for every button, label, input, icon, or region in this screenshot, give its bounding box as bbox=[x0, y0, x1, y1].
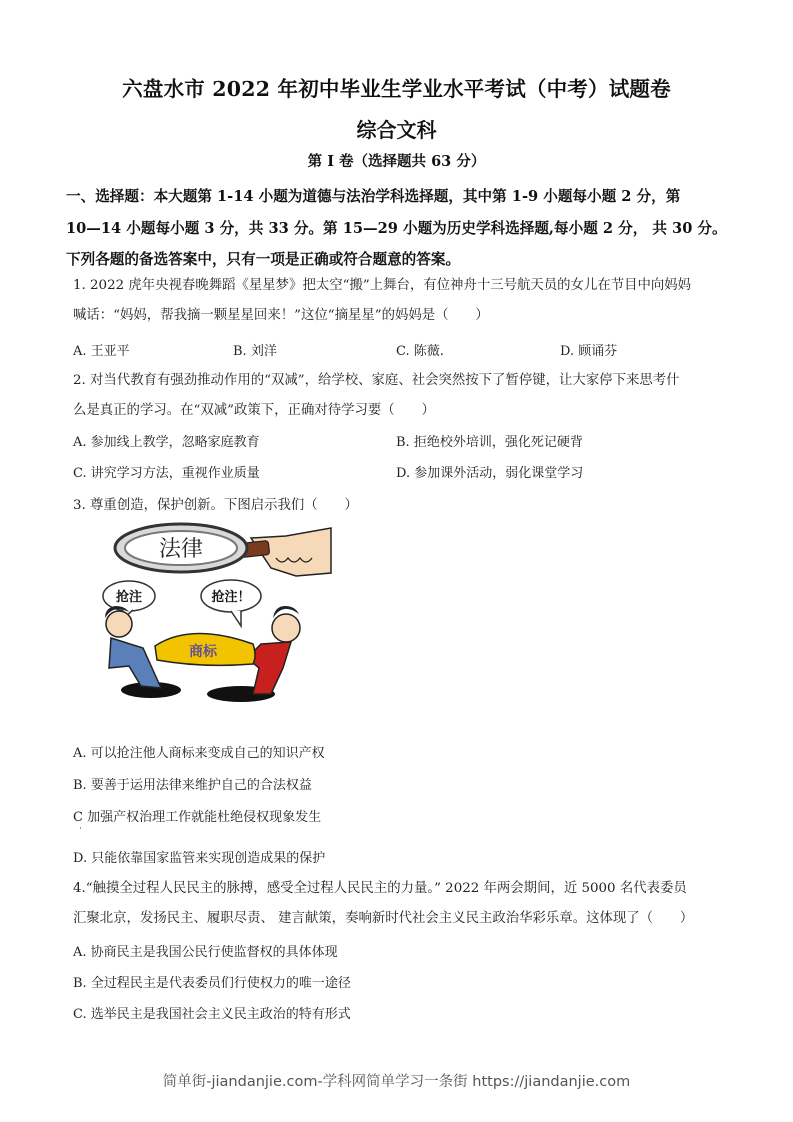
q4-option-a[interactable]: A. 协商民主是我国公民行使监督权的具体体现 bbox=[73, 945, 338, 960]
stem-line: 1. 2022 虎年央视春晚舞蹈《星星梦》把太空“搬”上舞台，有位神舟十三号航天员的女儿在节目中向妈妈 bbox=[73, 278, 692, 293]
instruction-line: 一、选择题：本大题第 1-14 小题为道德与法治学科选择题，其中第 1-9 小题每小题 2 分，第 bbox=[66, 188, 681, 205]
scan-speck bbox=[80, 827, 81, 829]
bag-label: 商标 bbox=[189, 644, 217, 660]
q1-option-a[interactable]: A. 王亚平 bbox=[73, 344, 130, 359]
volume-heading: 第 I 卷（选择题共 63 分） bbox=[307, 153, 486, 170]
stem-line: 3. 尊重创造，保护创新。下图启示我们（ ） bbox=[73, 498, 358, 513]
question-3-stem bbox=[73, 491, 753, 521]
q1-option-c[interactable]: C. 陈薇. bbox=[396, 344, 444, 359]
instruction-line: 下列各题的备选答案中，只有一项是正确或符合题意的答案。 bbox=[66, 251, 461, 268]
stem-line: 喊话：“妈妈，帮我摘一颗星星回来！”这位“摘星星”的妈妈是（ ） bbox=[73, 308, 489, 323]
stem-line: 2. 对当代教育有强劲推动作用的“双减”，给学校、家庭、社会突然按下了暂停键，让大家停下来思考什 bbox=[73, 373, 680, 388]
exam-title: 六盘水市 2022 年初中毕业生学业水平考试（中考）试题卷 bbox=[122, 77, 671, 101]
q1-option-d[interactable]: D. 顾诵芬 bbox=[560, 344, 618, 359]
q2-option-b[interactable]: B. 拒绝校外培训，强化死记硬背 bbox=[396, 435, 583, 450]
instruction-line: 10—14 小题每小题 3 分，共 33 分。第 15—29 小题为历史学科选择题,每小题 2 分， 共 30 分。 bbox=[66, 219, 727, 237]
svg-text:抢注！: 抢注！ bbox=[211, 590, 251, 605]
q4-option-b[interactable]: B. 全过程民主是代表委员们行使权力的唯一途径 bbox=[73, 976, 351, 991]
q2-option-a[interactable]: A. 参加线上教学，忽略家庭教育 bbox=[73, 435, 260, 450]
footer-watermark: 简单街-jiandanjie.com-学科网简单学习一条街 https://jiandanjie.com bbox=[162, 1074, 631, 1090]
section-instructions bbox=[66, 181, 756, 276]
q1-option-b[interactable]: B. 刘洋 bbox=[233, 344, 277, 359]
question-1-stem bbox=[73, 271, 753, 331]
q3-option-c[interactable]: C 加强产权治理工作就能杜绝侵权现象发生 bbox=[73, 810, 322, 825]
q3-option-a[interactable]: A. 可以抢注他人商标来变成自己的知识产权 bbox=[73, 746, 325, 761]
stem-line: 么是真正的学习。在“双减”政策下，正确对待学习要（ ） bbox=[73, 403, 435, 418]
q2-option-c[interactable]: C. 讲究学习方法，重视作业质量 bbox=[73, 466, 260, 481]
q4-option-c[interactable]: C. 选举民主是我国社会主义民主政治的特有形式 bbox=[73, 1007, 351, 1022]
svg-text:抢注: 抢注 bbox=[115, 590, 143, 605]
q2-option-d[interactable]: D. 参加课外活动，弱化课堂学习 bbox=[396, 466, 584, 481]
stem-line: 汇聚北京，发扬民主、履职尽责、 建言献策，奏响新时代社会主义民主政治华彩乐章。这体现了（ ） bbox=[73, 911, 694, 926]
question-2-stem bbox=[73, 366, 753, 426]
question-4-stem bbox=[73, 874, 753, 934]
q3-option-d[interactable]: D. 只能依靠国家监管来实现创造成果的保护 bbox=[73, 851, 326, 866]
trademark-cartoon-figure bbox=[71, 518, 333, 704]
exam-subtitle: 综合文科 bbox=[356, 118, 437, 142]
cartoon-illustration bbox=[71, 518, 333, 704]
stem-line: 4.“触摸全过程人民民主的脉搏，感受全过程人民民主的力量。” 2022 年两会期间，近 5000 名代表委员 bbox=[73, 881, 687, 896]
magnifier-label: 法律 bbox=[158, 537, 204, 562]
q3-option-b[interactable]: B. 要善于运用法律来维护自己的合法权益 bbox=[73, 778, 312, 793]
